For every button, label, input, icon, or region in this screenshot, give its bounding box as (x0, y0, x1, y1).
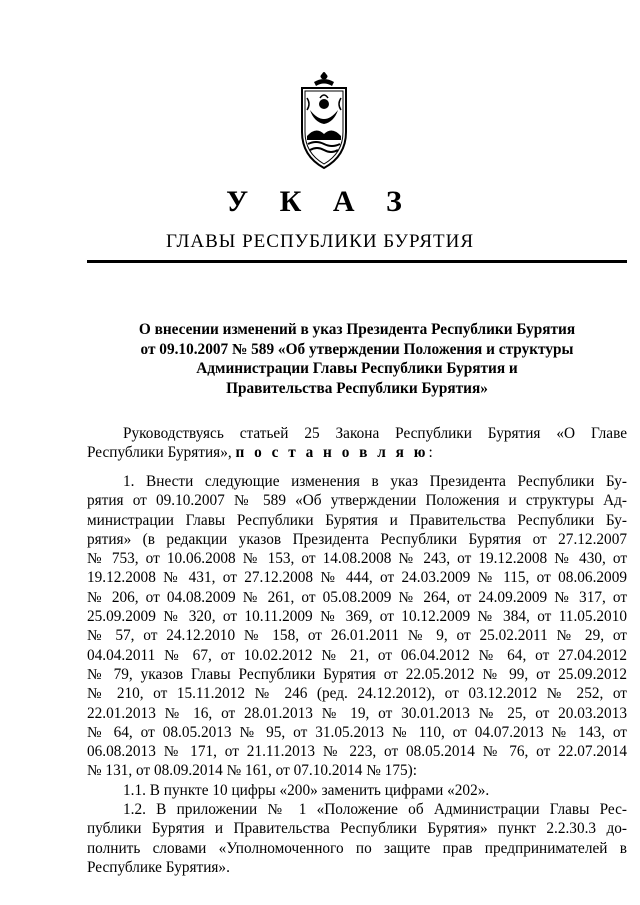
preamble-keyword: п о с т а н о в л я ю (235, 444, 429, 462)
heading-line: Правительства Республики Бурятия» (226, 379, 488, 397)
heading-line: Администрации Главы Республики Бурятия и (196, 360, 518, 377)
heading-line: от 09.10.2007 № 589 «Об утверждении Положения и структуры (140, 340, 574, 358)
decree-heading (87, 320, 627, 398)
emblem-icon (296, 70, 352, 174)
document-subtitle: ГЛАВЫ РЕСПУБЛИКИ БУРЯТИЯ (165, 231, 475, 252)
document-title: У К А З (226, 185, 414, 218)
title-divider (87, 260, 627, 263)
item-1-2-line: публики Бурятия и Правительства Республики Бурятия» пункт 2.2.30.3 до- (87, 820, 627, 838)
heading-line: О внесении изменений в указ Президента Республики Бурятия (138, 321, 576, 338)
item-1-line: рятия от 09.10.2007 № 589 «Об утверждении Положения и структуры Ад- (87, 492, 627, 510)
item-1-line: рятия» (в редакции указов Президента Республики Бурятия от 27.12.2007 (87, 530, 627, 548)
item-1-line: № 57, от 24.12.2010 № 158, от 26.01.2011 № 9, от 25.02.2011 № 29, от (87, 627, 627, 645)
item-1-2-line: 1.2. В приложении № 1 «Положение об Администрации Главы Рес- (123, 801, 627, 819)
item-1 (87, 472, 627, 877)
item-1-1: 1.1. В пункте 10 цифры «200» заменить цифрами «202». (123, 781, 490, 799)
item-1-line: 1. Внести следующие изменения в указ Президента Республики Бу- (123, 473, 627, 490)
item-1-line: 06.08.2013 № 171, от 21.11.2013 № 223, от 08.05.2014 № 76, от 22.07.2014 (87, 743, 627, 761)
item-1-line: 04.04.2011 № 67, от 10.02.2012 № 21, от 06.04.2012 № 64, от 27.04.2012 (87, 646, 627, 664)
item-1-line: № 79, указов Главы Республики Бурятия от 22.05.2012 № 99, от 25.09.2012 (87, 665, 627, 683)
preamble-prefix: Республики Бурятия», (87, 444, 232, 462)
item-1-line: № 210, от 15.11.2012 № 246 (ред. 24.12.2012), от 03.12.2012 № 252, от (87, 685, 627, 703)
item-1-line: № 753, от 10.06.2008 № 153, от 14.08.2008 № 243, от 19.12.2008 № 430, от (87, 550, 627, 568)
preamble-line: Республики Бурятия», п о с т а н о в л я ю: (87, 444, 433, 462)
item-1-line: министрации Главы Республики Бурятия и Правительства Республики Бу- (87, 511, 627, 529)
item-1-2-line: Республике Бурятия». (87, 858, 230, 876)
item-1-line: № 131, от 08.09.2014 № 161, от 07.10.2014 № 175): (87, 762, 417, 780)
item-1-line: 22.01.2013 № 16, от 28.01.2013 № 19, от 30.01.2013 № 25, от 20.03.2013 (87, 704, 627, 722)
item-1-line: № 206, от 04.08.2009 № 261, от 05.08.2009 № 264, от 24.09.2009 № 317, от (87, 588, 627, 606)
preamble-line: Руководствуясь статьей 25 Закона Республики Бурятия «О Главе (123, 425, 627, 442)
item-1-line: № 64, от 08.05.2013 № 95, от 31.05.2013 № 110, от 04.07.2013 № 143, от (87, 723, 627, 741)
item-1-line: 19.12.2008 № 431, от 27.12.2008 № 444, от 24.03.2009 № 115, от 08.06.2009 (87, 569, 627, 587)
preamble (87, 424, 627, 463)
item-1-line: 25.09.2009 № 320, от 10.11.2009 № 369, от 10.12.2009 № 384, от 11.05.2010 (87, 608, 627, 626)
item-1-2-line: полнить словами «Уполномоченного по защите прав предпринимателей в (87, 839, 627, 857)
coat-of-arms-emblem (296, 70, 352, 174)
